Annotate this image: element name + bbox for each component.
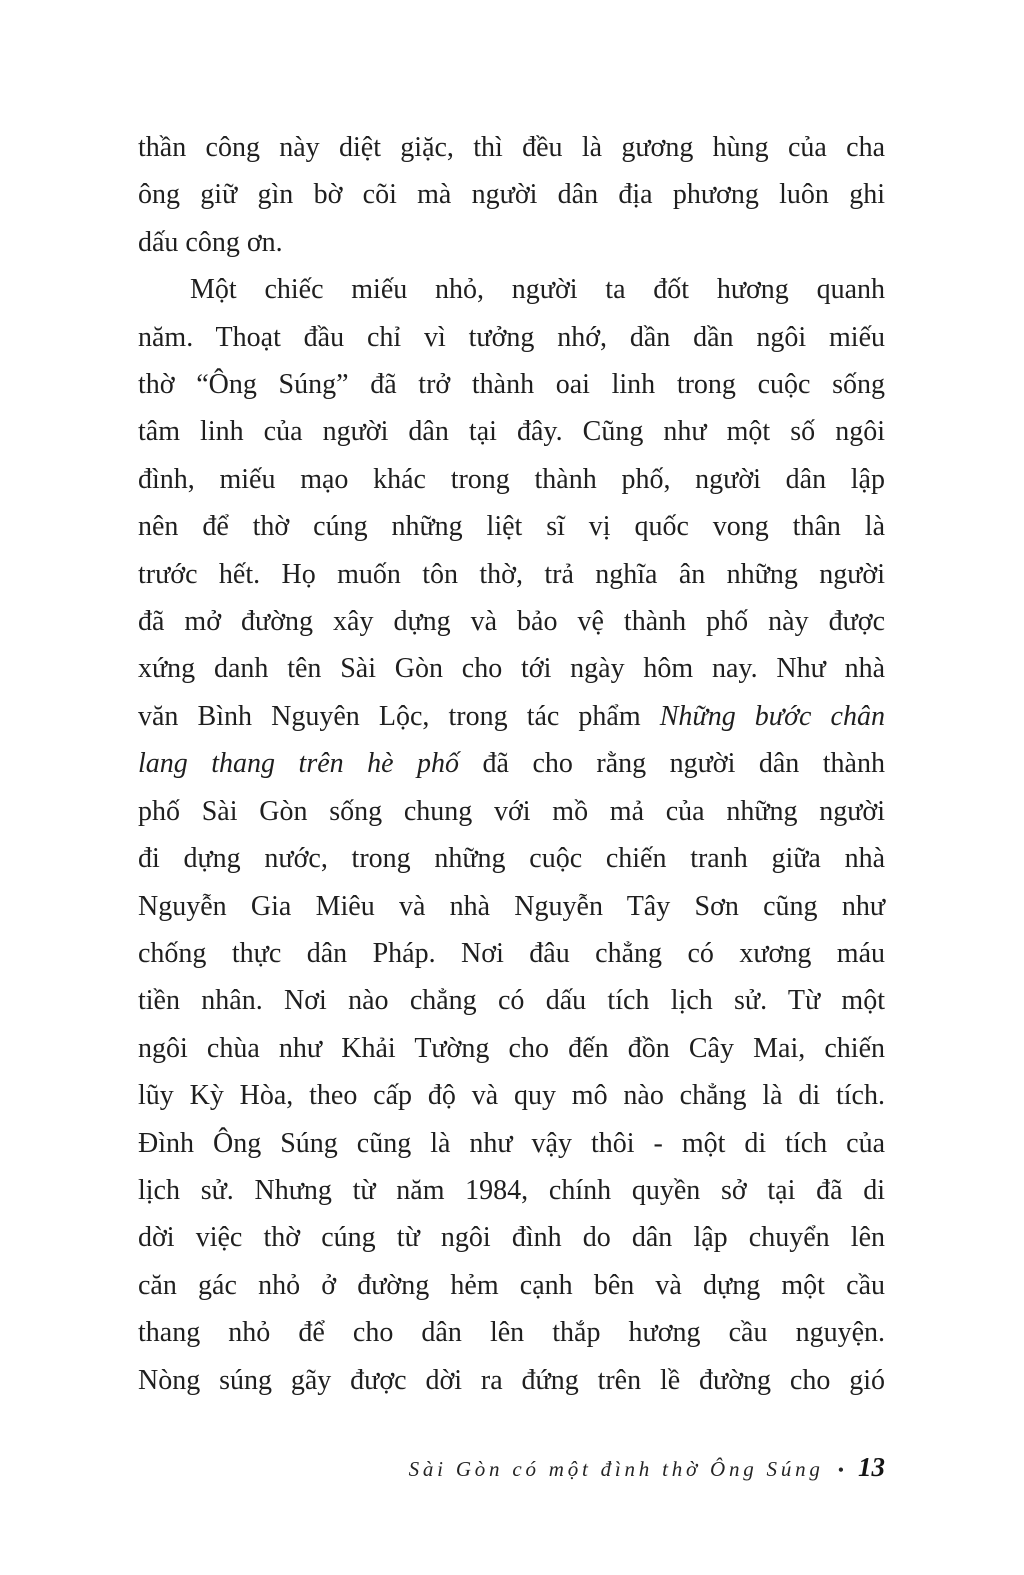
page-body xyxy=(138,124,885,1404)
text-segment: dấu công ơn. xyxy=(138,226,283,258)
text-line xyxy=(138,1025,885,1072)
paragraph xyxy=(138,124,885,266)
text-segment: lịch sử. Nhưng từ năm 1984, chính quyền sở tại đã di xyxy=(138,1174,885,1206)
text-segment: dời việc thờ cúng từ ngôi đình do dân lập chuyển lên xyxy=(138,1222,885,1254)
text-segment: Nòng súng gãy được dời ra đứng trên lề đường cho gió xyxy=(138,1364,885,1396)
text-segment: thang nhỏ để cho dân lên thắp hương cầu nguyện. xyxy=(138,1317,885,1349)
text-segment: căn gác nhỏ ở đường hẻm cạnh bên và dựng một cầu xyxy=(138,1269,885,1301)
text-segment: đã mở đường xây dựng và bảo vệ thành phố này được xyxy=(138,606,885,638)
text-segment: Một chiếc miếu nhỏ, người ta đốt hương quanh xyxy=(190,274,885,306)
text-line xyxy=(138,1214,885,1261)
page-footer xyxy=(409,1452,885,1483)
text-segment: trước hết. Họ muốn tôn thờ, trả nghĩa ân những người xyxy=(138,558,885,590)
text-segment: năm. Thoạt đầu chỉ vì tưởng nhớ, dần dần ngôi miếu xyxy=(138,321,885,353)
text-line xyxy=(138,551,885,598)
text-line xyxy=(138,740,885,787)
text-line xyxy=(138,1309,885,1356)
text-line xyxy=(138,171,885,218)
text-line xyxy=(138,645,885,692)
text-line xyxy=(138,456,885,503)
text-line xyxy=(138,1357,885,1404)
text-line xyxy=(138,219,885,266)
text-segment: đi dựng nước, trong những cuộc chiến tranh giữa nhà xyxy=(138,843,885,875)
text-line xyxy=(138,693,885,740)
text-segment: Nguyễn Gia Miêu và nhà Nguyễn Tây Sơn cũng như xyxy=(138,890,885,922)
text-line xyxy=(138,1262,885,1309)
text-line xyxy=(138,1167,885,1214)
text-segment: ngôi chùa như Khải Tường cho đến đồn Cây Mai, chiến xyxy=(138,1032,885,1064)
book-title-segment: lang thang trên hè phố xyxy=(138,748,460,780)
text-segment: xứng danh tên Sài Gòn cho tới ngày hôm nay. Như nhà xyxy=(138,653,885,685)
page-number: 13 xyxy=(858,1452,885,1482)
text-line xyxy=(138,930,885,977)
text-segment: chống thực dân Pháp. Nơi đâu chẳng có xương máu xyxy=(138,937,885,969)
text-line xyxy=(138,788,885,835)
text-line xyxy=(138,835,885,882)
text-line xyxy=(138,266,885,313)
text-line xyxy=(138,314,885,361)
text-segment: lũy Kỳ Hòa, theo cấp độ và quy mô nào chẳng là di tích. xyxy=(138,1080,885,1112)
text-segment: Đình Ông Súng cũng là như vậy thôi - một di tích của xyxy=(138,1127,885,1159)
text-line xyxy=(138,1072,885,1119)
text-segment: tiền nhân. Nơi nào chẳng có dấu tích lịch sử. Từ một xyxy=(138,985,885,1017)
text-segment: phố Sài Gòn sống chung với mồ mả của những người xyxy=(138,795,885,827)
text-segment: thần công này diệt giặc, thì đều là gương hùng của cha xyxy=(138,132,885,163)
footer-separator-dot: • xyxy=(837,1460,844,1480)
text-line xyxy=(138,977,885,1024)
text-line xyxy=(138,408,885,455)
text-line xyxy=(138,1120,885,1167)
running-title: Sài Gòn có một đình thờ Ông Súng xyxy=(408,1457,824,1481)
text-segment: tâm linh của người dân tại đây. Cũng như một số ngôi xyxy=(138,416,885,448)
book-title-segment: Những bước chân xyxy=(659,700,885,732)
text-line xyxy=(138,124,885,171)
text-segment: thờ “Ông Súng” đã trở thành oai linh trong cuộc sống xyxy=(138,369,885,401)
text-segment: văn Bình Nguyên Lộc, trong tác phẩm xyxy=(138,700,660,732)
text-segment: đình, miếu mạo khác trong thành phố, người dân lập xyxy=(138,463,885,495)
paragraph xyxy=(138,266,885,1404)
text-line xyxy=(138,598,885,645)
text-line xyxy=(138,503,885,550)
text-line xyxy=(138,361,885,408)
text-line xyxy=(138,883,885,930)
text-segment: đã cho rằng người dân thành xyxy=(459,748,885,780)
text-segment: ông giữ gìn bờ cõi mà người dân địa phương luôn ghi xyxy=(138,179,885,211)
text-segment: nên để thờ cúng những liệt sĩ vị quốc vong thân là xyxy=(138,511,885,543)
